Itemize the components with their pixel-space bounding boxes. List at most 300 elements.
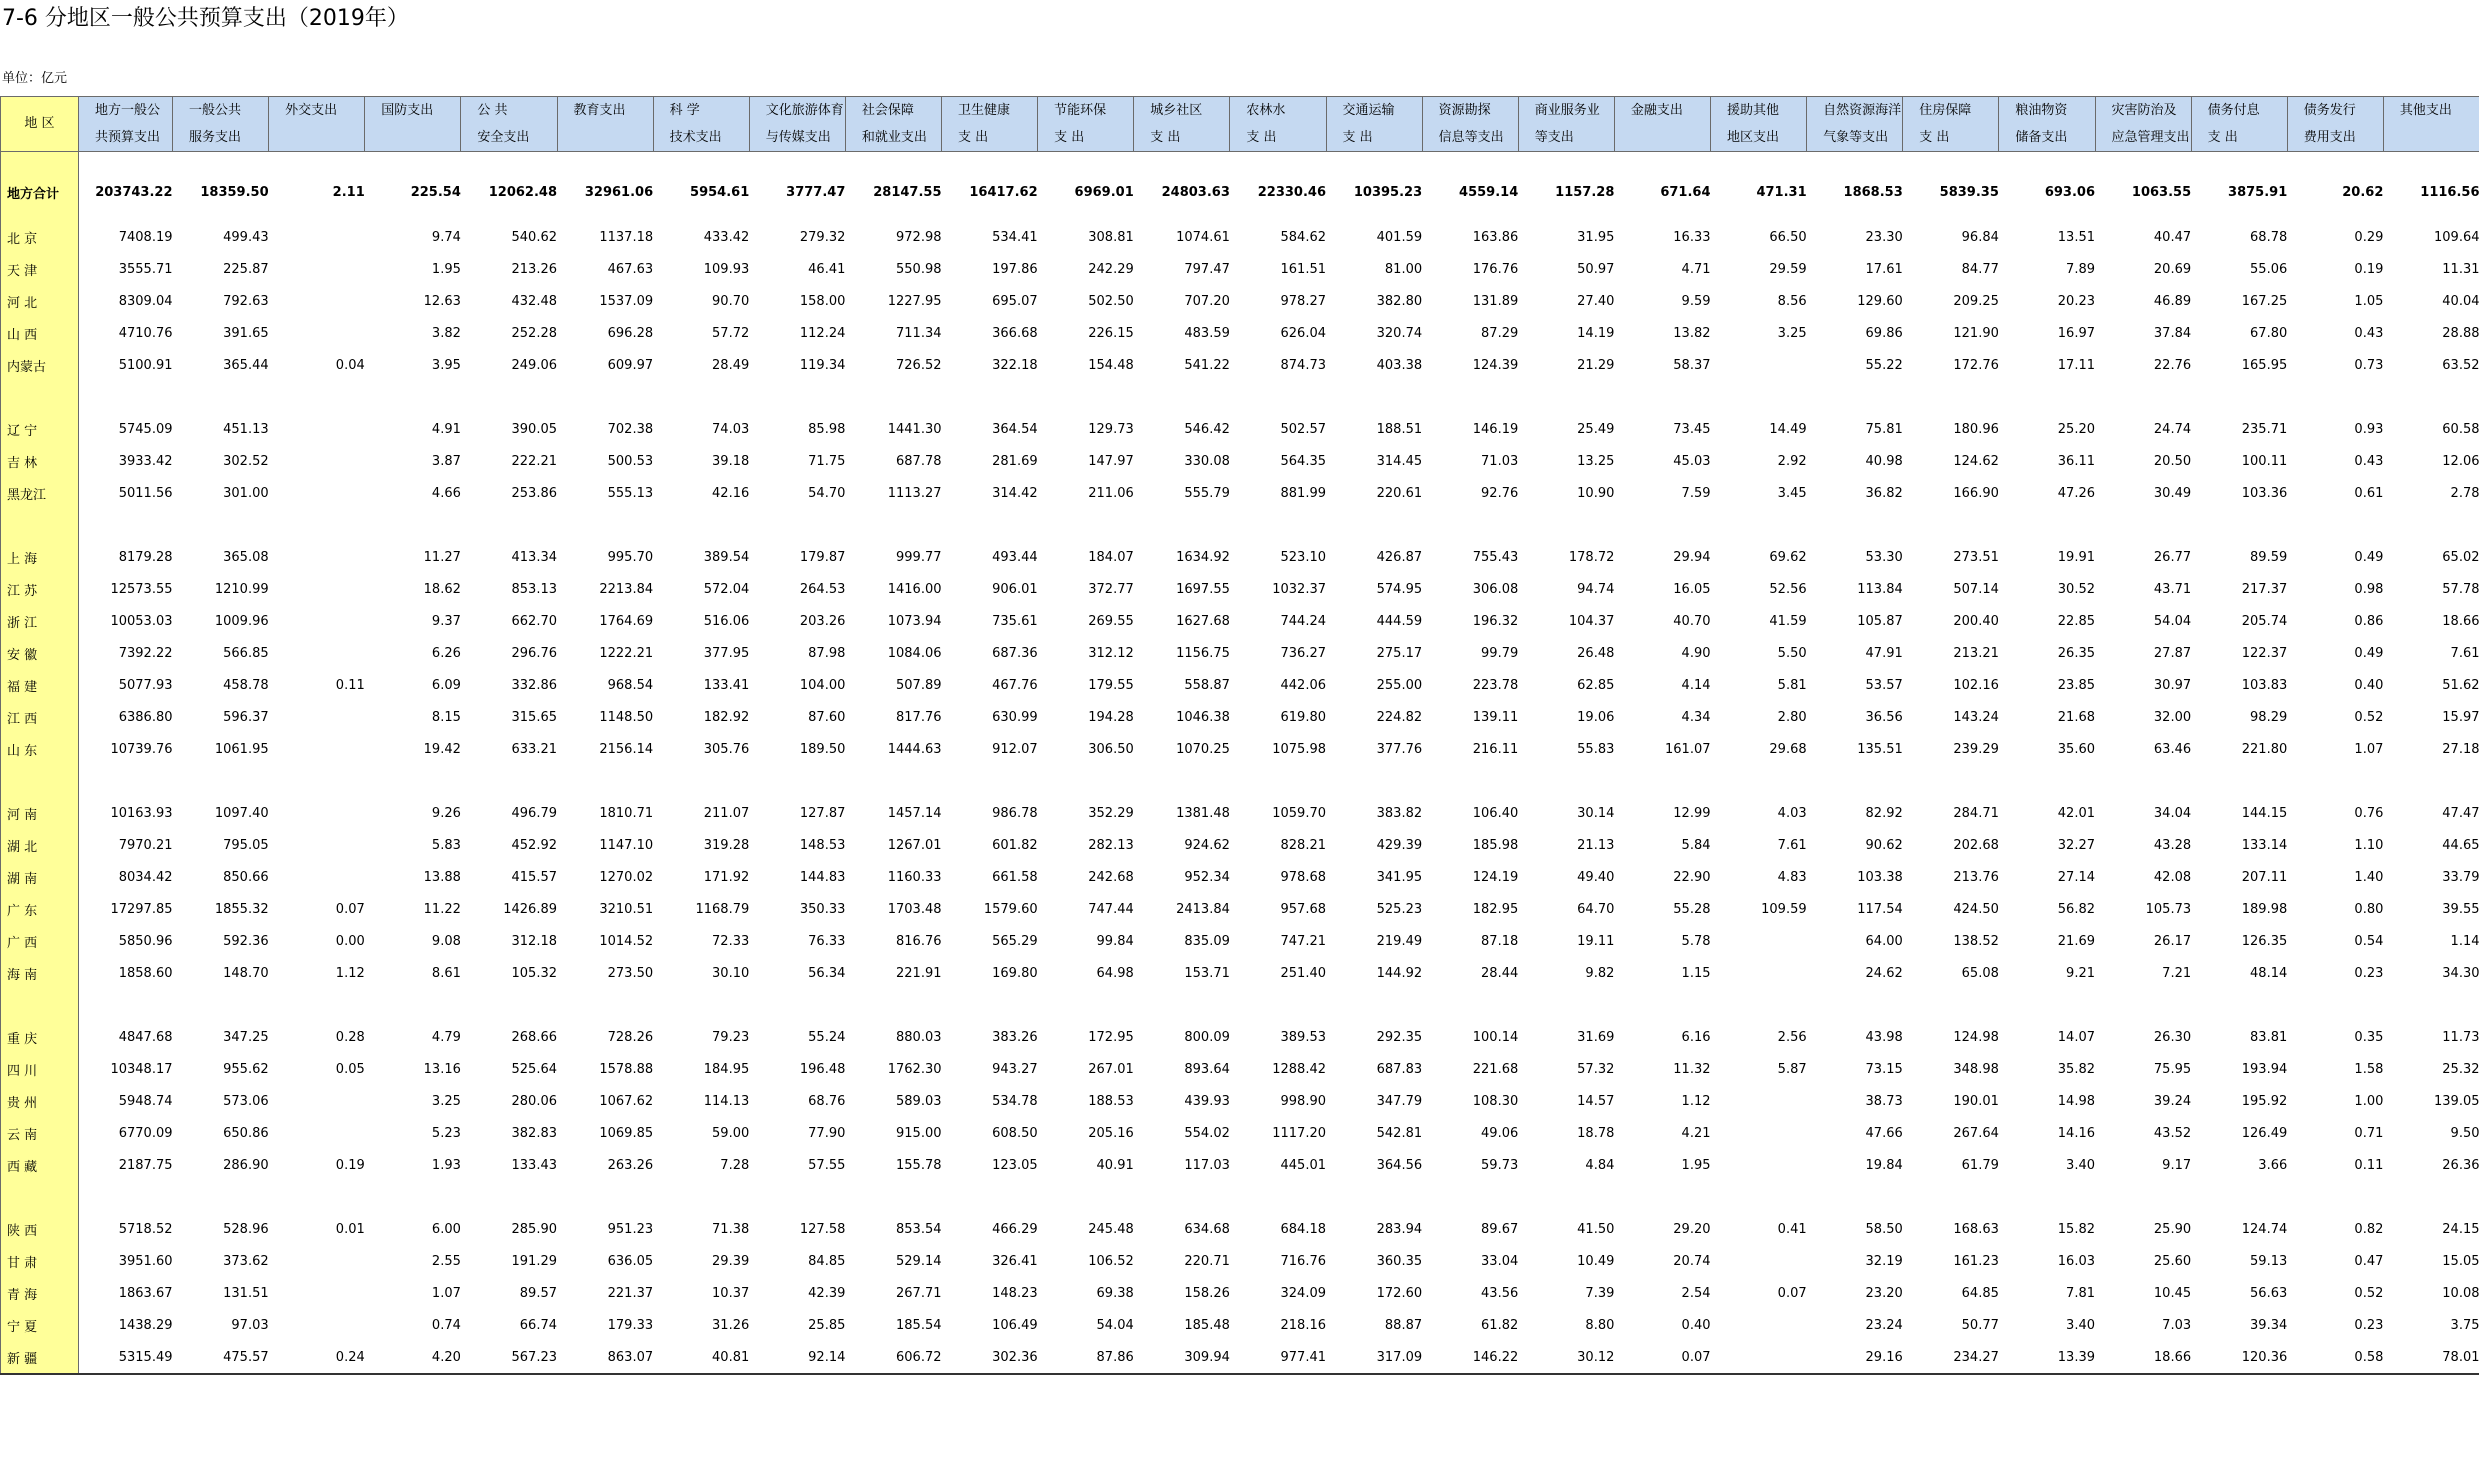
value-cell: 1075.98: [1272, 742, 1326, 757]
value-cell: 267.01: [1088, 1062, 1134, 1077]
value-cell: [269, 574, 365, 606]
value-cell: 5.87: [1777, 1062, 1807, 1077]
value-cell: 20.23: [2057, 294, 2095, 309]
table-row: [1, 862, 2479, 894]
value-cell: [79, 990, 173, 1022]
header-label-line1: 节能环保: [1054, 103, 1107, 118]
value-cell: 10053.03: [110, 614, 173, 629]
value-cell: 968.54: [607, 678, 654, 693]
value-cell: 687.83: [1376, 1062, 1423, 1077]
value-cell: 58.50: [1865, 1222, 1903, 1237]
value-cell: [365, 766, 461, 798]
value-cell: 84.85: [808, 1254, 846, 1269]
header-row: [1, 97, 2479, 152]
value-cell: 507.14: [1953, 582, 1999, 597]
value-cell: 1267.01: [887, 838, 942, 853]
value-cell: 347.79: [1376, 1094, 1423, 1109]
value-cell: [2287, 990, 2383, 1022]
value-cell: 242.29: [1088, 262, 1134, 277]
value-cell: 77.90: [808, 1126, 846, 1141]
value-cell: 161.07: [1665, 742, 1711, 757]
value-cell: 0.52: [2354, 710, 2384, 725]
value-cell: [845, 766, 941, 798]
value-cell: 744.24: [1280, 614, 1326, 629]
value-cell: 22.76: [2153, 358, 2192, 373]
value-cell: 475.57: [173, 1342, 269, 1374]
value-cell: 496.79: [511, 806, 557, 821]
value-cell: 69.62: [1769, 550, 1807, 565]
value-cell: 24.74: [2153, 422, 2192, 437]
value-cell: 3951.60: [118, 1254, 173, 1269]
value-cell: [461, 766, 557, 798]
value-cell: [1903, 766, 1999, 798]
value-cell: 352.29: [1088, 806, 1134, 821]
value-cell: 179.87: [799, 550, 846, 565]
value-cell: 650.86: [223, 1126, 269, 1141]
value-cell: 2.11: [332, 185, 365, 200]
value-cell: [1614, 766, 1710, 798]
value-cell: 9.74: [431, 230, 461, 245]
value-cell: [2191, 1182, 2287, 1214]
value-cell: 8034.42: [118, 870, 173, 885]
value-cell: 500.53: [607, 454, 654, 469]
value-cell: 61.79: [1961, 1158, 1999, 1173]
value-cell: 3933.42: [118, 454, 173, 469]
value-cell: 9.17: [2162, 1158, 2192, 1173]
value-cell: [1711, 926, 1807, 958]
value-cell: [557, 382, 653, 414]
value-cell: [749, 766, 845, 798]
value-cell: 7.59: [1681, 486, 1711, 501]
value-cell: [269, 766, 365, 798]
value-cell: 466.29: [992, 1222, 1038, 1237]
value-cell: 15.05: [2442, 1254, 2479, 1269]
header-col-17: [1614, 97, 1710, 152]
value-cell: 87.86: [1038, 1342, 1134, 1374]
value-cell: 133.41: [703, 678, 750, 693]
region-cell: 湖 南: [1, 862, 79, 894]
value-cell: 28147.55: [873, 185, 942, 200]
table-row: [1, 830, 2479, 862]
value-cell: [557, 510, 653, 542]
value-cell: 1270.02: [599, 870, 654, 885]
value-cell: 880.03: [896, 1030, 942, 1045]
value-cell: 106.52: [1088, 1254, 1134, 1269]
value-cell: [1711, 1246, 1807, 1278]
value-cell: 1810.71: [599, 806, 654, 821]
header-col-9: [845, 97, 941, 152]
value-cell: 0.24: [269, 1342, 365, 1374]
value-cell: 716.76: [1280, 1254, 1326, 1269]
value-cell: 60.58: [2442, 422, 2479, 437]
value-cell: 332.86: [511, 678, 557, 693]
value-cell: 499.43: [223, 230, 269, 245]
value-cell: 6770.09: [118, 1126, 173, 1141]
empty-cell: [2287, 152, 2383, 164]
value-cell: 0.28: [335, 1030, 365, 1045]
header-col-19: [1807, 97, 1903, 152]
value-cell: [1422, 990, 1518, 1022]
value-cell: 0.58: [2287, 1342, 2383, 1374]
value-cell: 828.21: [1280, 838, 1326, 853]
value-cell: 10.08: [2442, 1286, 2479, 1301]
value-cell: 10739.76: [110, 742, 173, 757]
value-cell: 391.65: [223, 326, 269, 341]
value-cell: 96.84: [1961, 230, 1999, 245]
value-cell: 451.13: [223, 422, 269, 437]
value-cell: 26.36: [2442, 1158, 2479, 1173]
value-cell: [269, 382, 365, 414]
region-cell: [1, 766, 79, 798]
value-cell: 217.37: [2241, 582, 2288, 597]
value-cell: 235.71: [2241, 422, 2288, 437]
value-cell: 0.40: [2354, 678, 2384, 693]
header-label-line2: 安全支出: [477, 130, 530, 145]
table-row: [1, 1022, 2479, 1054]
value-cell: 1863.67: [118, 1286, 173, 1301]
value-cell: 36.56: [1865, 710, 1903, 725]
value-cell: [2191, 990, 2287, 1022]
value-cell: 296.76: [511, 646, 557, 661]
value-cell: 25.90: [2153, 1222, 2192, 1237]
spacer-row: [1, 510, 2479, 542]
header-col-14: [1326, 97, 1422, 152]
value-cell: 16.03: [2057, 1254, 2095, 1269]
value-cell: 203743.22: [95, 185, 173, 200]
value-cell: 555.79: [1184, 486, 1230, 501]
region-cell: 河 南: [1, 798, 79, 830]
value-cell: 87.60: [808, 710, 846, 725]
value-cell: 608.50: [992, 1126, 1038, 1141]
value-cell: 986.78: [992, 806, 1038, 821]
value-cell: 123.05: [992, 1158, 1038, 1173]
empty-cell: [942, 152, 1038, 164]
header-label-line1: 债务发行: [2303, 103, 2356, 118]
value-cell: 79.23: [712, 1030, 750, 1045]
value-cell: [1999, 382, 2095, 414]
value-cell: 211.06: [1088, 486, 1134, 501]
value-cell: [1711, 1086, 1807, 1118]
value-cell: 347.25: [223, 1030, 269, 1045]
value-cell: 1444.63: [887, 742, 942, 757]
value-cell: [1807, 382, 1903, 414]
region-cell: 新 疆: [1, 1342, 79, 1374]
region-cell: 广 东: [1, 894, 79, 926]
value-cell: 148.70: [223, 966, 269, 981]
value-cell: 267.64: [1953, 1126, 1999, 1141]
region-cell: 宁 夏: [1, 1310, 79, 1342]
value-cell: 0.61: [2354, 486, 2384, 501]
table-row: [1, 606, 2479, 638]
value-cell: 161.23: [1953, 1254, 1999, 1269]
value-cell: 1.12: [1681, 1094, 1711, 1109]
value-cell: 42.16: [712, 486, 750, 501]
value-cell: [1903, 990, 1999, 1022]
value-cell: 195.92: [2241, 1094, 2288, 1109]
value-cell: 4.83: [1777, 870, 1807, 885]
header-label-line1: 文化旅游体育: [765, 103, 844, 118]
value-cell: 4559.14: [1459, 185, 1519, 200]
value-cell: 0.74: [431, 1318, 461, 1333]
header-label-line2: 和就业支出: [861, 130, 927, 145]
value-cell: 85.98: [808, 422, 846, 437]
value-cell: 73.15: [1865, 1062, 1903, 1077]
header-label-line1: 灾害防治及: [2111, 103, 2177, 118]
value-cell: 0.23: [2354, 966, 2384, 981]
value-cell: 19.91: [2057, 550, 2095, 565]
value-cell: [1518, 990, 1614, 1022]
value-cell: 50.77: [1961, 1318, 1999, 1333]
table-row: [1, 478, 2479, 510]
value-cell: [269, 990, 365, 1022]
value-cell: 19.84: [1865, 1158, 1903, 1173]
region-cell: [1, 382, 79, 414]
value-cell: [269, 798, 365, 830]
value-cell: 146.22: [1422, 1342, 1518, 1374]
value-cell: 6.09: [431, 678, 461, 693]
value-cell: 224.82: [1376, 710, 1423, 725]
value-cell: 372.77: [1088, 582, 1134, 597]
value-cell: [942, 1182, 1038, 1214]
region-cell: [1, 510, 79, 542]
value-cell: 26.48: [1577, 646, 1615, 661]
value-cell: 280.06: [511, 1094, 557, 1109]
value-cell: [1422, 382, 1518, 414]
value-cell: 14.19: [1577, 326, 1615, 341]
value-cell: 452.92: [511, 838, 557, 853]
region-cell: 四 川: [1, 1054, 79, 1086]
value-cell: 205.74: [2241, 614, 2288, 629]
value-cell: 207.11: [2241, 870, 2288, 885]
value-cell: 0.73: [2354, 358, 2384, 373]
value-cell: 1073.94: [887, 614, 942, 629]
value-cell: [1903, 382, 1999, 414]
value-cell: 471.31: [1756, 185, 1807, 200]
value-cell: 190.01: [1953, 1094, 1999, 1109]
value-cell: 439.93: [1184, 1094, 1230, 1109]
value-cell: 40.91: [1096, 1158, 1134, 1173]
value-cell: [1999, 766, 2095, 798]
value-cell: 572.04: [703, 582, 750, 597]
header-label-line1: 援助其他: [1727, 103, 1780, 118]
value-cell: 283.94: [1376, 1222, 1423, 1237]
value-cell: [1326, 382, 1422, 414]
value-cell: 365.08: [223, 550, 269, 565]
value-cell: 10395.23: [1353, 185, 1423, 200]
value-cell: 382.80: [1376, 294, 1423, 309]
value-cell: [1326, 510, 1422, 542]
value-cell: 218.16: [1280, 1318, 1326, 1333]
value-cell: 97.03: [231, 1318, 269, 1333]
region-cell: 山 东: [1, 734, 79, 766]
value-cell: [749, 382, 845, 414]
value-cell: 1.05: [2354, 294, 2384, 309]
region-cell: 北 京: [1, 222, 79, 254]
value-cell: [1711, 382, 1807, 414]
value-cell: 2413.84: [1176, 902, 1230, 917]
value-cell: 2187.75: [118, 1158, 173, 1173]
value-cell: 317.09: [1326, 1342, 1422, 1374]
value-cell: 185.98: [1472, 838, 1519, 853]
region-cell: 辽 宁: [1, 414, 79, 446]
value-cell: 0.19: [2354, 262, 2384, 277]
value-cell: 21.68: [2057, 710, 2095, 725]
value-cell: 525.23: [1376, 902, 1423, 917]
value-cell: 5.83: [431, 838, 461, 853]
value-cell: 0.98: [2354, 582, 2384, 597]
value-cell: 978.68: [1280, 870, 1326, 885]
value-cell: 216.11: [1472, 742, 1519, 757]
value-cell: 54.04: [2153, 614, 2192, 629]
region-cell: 上 海: [1, 542, 79, 574]
value-cell: 23.85: [2057, 678, 2095, 693]
value-cell: 3.95: [431, 358, 461, 373]
value-cell: 795.05: [223, 838, 269, 853]
value-cell: 816.76: [896, 934, 942, 949]
value-cell: 7.03: [2162, 1318, 2192, 1333]
value-cell: 13.82: [1673, 326, 1711, 341]
value-cell: 1059.70: [1272, 806, 1326, 821]
value-cell: 3.66: [2258, 1158, 2288, 1173]
value-cell: 20.74: [1673, 1254, 1711, 1269]
value-cell: 114.13: [703, 1094, 750, 1109]
value-cell: 27.40: [1577, 294, 1615, 309]
value-cell: 42.39: [808, 1286, 846, 1301]
value-cell: 188.51: [1376, 422, 1423, 437]
value-cell: 606.72: [845, 1342, 941, 1374]
value-cell: 65.08: [1961, 966, 1999, 981]
value-cell: 209.25: [1953, 294, 1999, 309]
value-cell: 234.27: [1903, 1342, 1999, 1374]
value-cell: 0.49: [2354, 646, 2384, 661]
table-body: [1, 152, 2479, 1374]
value-cell: 0.41: [1777, 1222, 1807, 1237]
table-row: [1, 1342, 2479, 1374]
value-cell: 18359.50: [200, 185, 269, 200]
value-cell: 185.54: [896, 1318, 942, 1333]
value-cell: 314.45: [1376, 454, 1423, 469]
value-cell: 54.70: [808, 486, 846, 501]
value-cell: 32961.06: [584, 185, 654, 200]
value-cell: 167.25: [2241, 294, 2288, 309]
header-label-line1: 自然资源海洋: [1823, 103, 1902, 118]
header-label-line1: 科 学: [669, 103, 700, 118]
value-cell: 4.20: [365, 1342, 461, 1374]
value-cell: 0.43: [2354, 454, 2384, 469]
value-cell: 1137.18: [599, 230, 654, 245]
value-cell: 74.03: [712, 422, 750, 437]
value-cell: 105.32: [511, 966, 557, 981]
value-cell: 66.50: [1769, 230, 1807, 245]
value-cell: 433.42: [703, 230, 750, 245]
header-col-2: [173, 97, 269, 152]
table-row: [1, 926, 2479, 958]
value-cell: 21.13: [1577, 838, 1615, 853]
spacer-row: [1, 152, 2479, 164]
table-row: [1, 670, 2479, 702]
header-label-line1: 教育支出: [573, 103, 626, 118]
value-cell: 0.11: [2354, 1158, 2384, 1173]
value-cell: 1578.88: [599, 1062, 654, 1077]
value-cell: [2095, 990, 2191, 1022]
value-cell: 3.40: [2066, 1158, 2095, 1173]
value-cell: 1868.53: [1843, 185, 1903, 200]
value-cell: [749, 990, 845, 1022]
value-cell: 19.42: [423, 742, 461, 757]
value-cell: 0.93: [2354, 422, 2384, 437]
region-cell: 海 南: [1, 958, 79, 990]
value-cell: 3210.51: [599, 902, 654, 917]
value-cell: 154.48: [1088, 358, 1134, 373]
region-cell: 陕 西: [1, 1214, 79, 1246]
value-cell: [1134, 1182, 1230, 1214]
value-cell: 55.83: [1577, 742, 1615, 757]
header-col-18: [1711, 97, 1807, 152]
value-cell: 54.04: [1096, 1318, 1134, 1333]
value-cell: 9.08: [431, 934, 461, 949]
value-cell: 16.97: [2057, 326, 2095, 341]
value-cell: 1168.79: [695, 902, 750, 917]
table-row: [1, 638, 2479, 670]
value-cell: 29.68: [1769, 742, 1807, 757]
value-cell: 5315.49: [79, 1342, 173, 1374]
value-cell: [749, 510, 845, 542]
value-cell: 2.78: [2450, 486, 2479, 501]
value-cell: 273.50: [607, 966, 654, 981]
value-cell: 129.60: [1857, 294, 1903, 309]
value-cell: 555.13: [607, 486, 654, 501]
value-cell: 14.07: [2057, 1030, 2095, 1045]
value-cell: 6.16: [1681, 1030, 1711, 1045]
value-cell: 1227.95: [887, 294, 942, 309]
value-cell: 75.81: [1865, 422, 1903, 437]
value-cell: 2.54: [1681, 1286, 1711, 1301]
header-col-22: [2095, 97, 2191, 152]
value-cell: 40.81: [653, 1342, 749, 1374]
value-cell: 0.47: [2354, 1254, 2384, 1269]
value-cell: 99.84: [1096, 934, 1134, 949]
value-cell: 45.03: [1673, 454, 1711, 469]
value-cell: 222.21: [511, 454, 557, 469]
value-cell: 36.11: [2057, 454, 2095, 469]
value-cell: 330.08: [1184, 454, 1230, 469]
value-cell: 306.08: [1472, 582, 1519, 597]
value-cell: 350.33: [799, 902, 846, 917]
value-cell: [1422, 766, 1518, 798]
value-cell: 47.26: [2057, 486, 2095, 501]
value-cell: [1518, 766, 1614, 798]
value-cell: [2191, 510, 2287, 542]
value-cell: [173, 766, 269, 798]
value-cell: 467.76: [992, 678, 1038, 693]
value-cell: [269, 478, 365, 510]
value-cell: 89.67: [1481, 1222, 1519, 1237]
region-cell: 江 西: [1, 702, 79, 734]
value-cell: 66.74: [519, 1318, 557, 1333]
value-cell: 172.60: [1376, 1286, 1423, 1301]
value-cell: 1074.61: [1176, 230, 1230, 245]
value-cell: 1117.20: [1272, 1126, 1326, 1141]
value-cell: 139.11: [1472, 710, 1519, 725]
value-cell: 133.14: [2241, 838, 2288, 853]
value-cell: 10163.93: [110, 806, 173, 821]
value-cell: 817.76: [896, 710, 942, 725]
value-cell: 189.98: [2241, 902, 2288, 917]
value-cell: 1579.60: [983, 902, 1038, 917]
value-cell: 26.77: [2153, 550, 2192, 565]
value-cell: 126.35: [2241, 934, 2288, 949]
header-label-line2: [269, 124, 364, 151]
